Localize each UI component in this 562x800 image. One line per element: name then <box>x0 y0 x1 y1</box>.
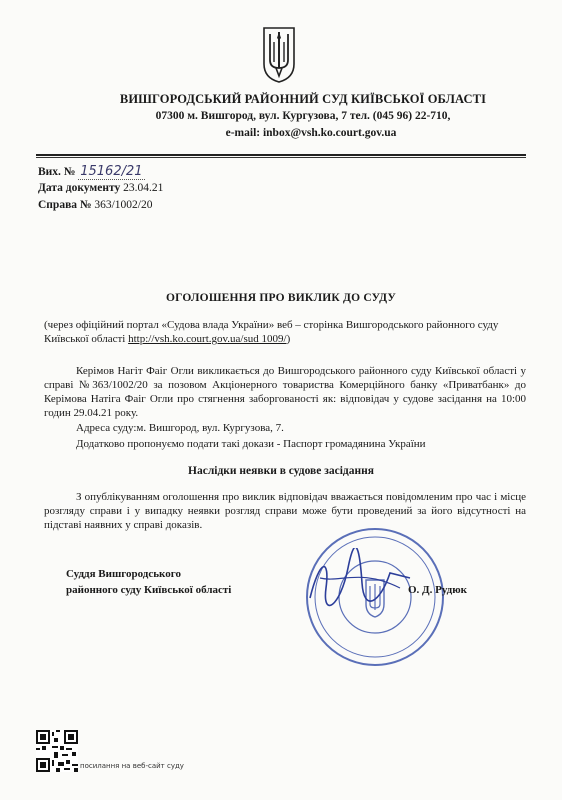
notice-title: ОГОЛОШЕННЯ ПРО ВИКЛИК ДО СУДУ <box>165 292 397 304</box>
case-number-label: Справа № <box>38 199 92 211</box>
doc-date-line <box>38 182 163 194</box>
consequences-paragraph: З опублікуванням оголошення про виклик відповідач вважається повідомленим про час і місце розгляду справи і у випадку неявки розгляд справи може бути проведений за його відсутності на підставі наявних у справі доказів. <box>44 491 526 531</box>
court-address: 07300 м. Вишгород, вул. Кургузова, 7 тел. (045 96) 22-710, <box>155 110 451 122</box>
judge-title <box>66 566 231 598</box>
qr-caption: посилання на веб-сайт суду <box>80 762 184 770</box>
consequences-title: Наслідки неявки в судове засідання <box>188 465 374 477</box>
judge-title-line2: районного суду Київської області <box>66 584 232 596</box>
summons-paragraph: Керімов Нагіт Фаіг Огли викликається до Вишгородського районного суду Київської області у справі №363/1002/20 за позовом Акціонерного товариства Комерційного банку «Приватбанк» до Керімова Натіга Фаіг Огли про стягнення заборгованості як: відповідач у судове засідання на 10:00 годин 29.04.21 року. <box>44 365 526 419</box>
portal-link[interactable]: http://vsh.ko.court.gov.ua/sud 1009/ <box>128 333 287 345</box>
judge-name: О. Д. Рудюк <box>408 584 467 596</box>
portal-text: (через офіційний портал «Судова влада України» веб – сторінка Вишгородського районного суду Київської області <box>44 319 499 345</box>
court-address-line: Адреса суду:м. Вишгород, вул. Кургузова, 7. <box>76 422 284 434</box>
judge-title-line1: Суддя Вишгородського <box>66 568 181 580</box>
doc-date-value: 23.04.21 <box>123 182 164 194</box>
evidence-line: Додатково пропонуємо подати такі докази - Паспорт громадянина України <box>76 438 426 450</box>
outgoing-number-label: Вих. № <box>38 166 76 178</box>
qr-code-icon[interactable] <box>36 730 78 772</box>
court-email: e-mail: inbox@vsh.ko.court.gov.ua <box>225 127 397 139</box>
portal-reference <box>44 318 526 346</box>
doc-date-label: Дата документу <box>38 182 121 194</box>
header-divider <box>36 154 526 156</box>
outgoing-number-line <box>38 164 145 179</box>
portal-close: ) <box>286 333 291 345</box>
case-number-value: 363/1002/20 <box>94 199 153 211</box>
judge-signature-icon <box>300 548 420 618</box>
outgoing-number-value: 15162/21 <box>80 164 143 179</box>
case-number-line <box>38 199 152 211</box>
header-divider-thin <box>36 157 526 158</box>
coat-of-arms-icon <box>262 24 296 84</box>
court-name: ВИШГОРОДСЬКИЙ РАЙОННИЙ СУД КИЇВСЬКОЇ ОБЛАСТІ <box>119 92 487 106</box>
